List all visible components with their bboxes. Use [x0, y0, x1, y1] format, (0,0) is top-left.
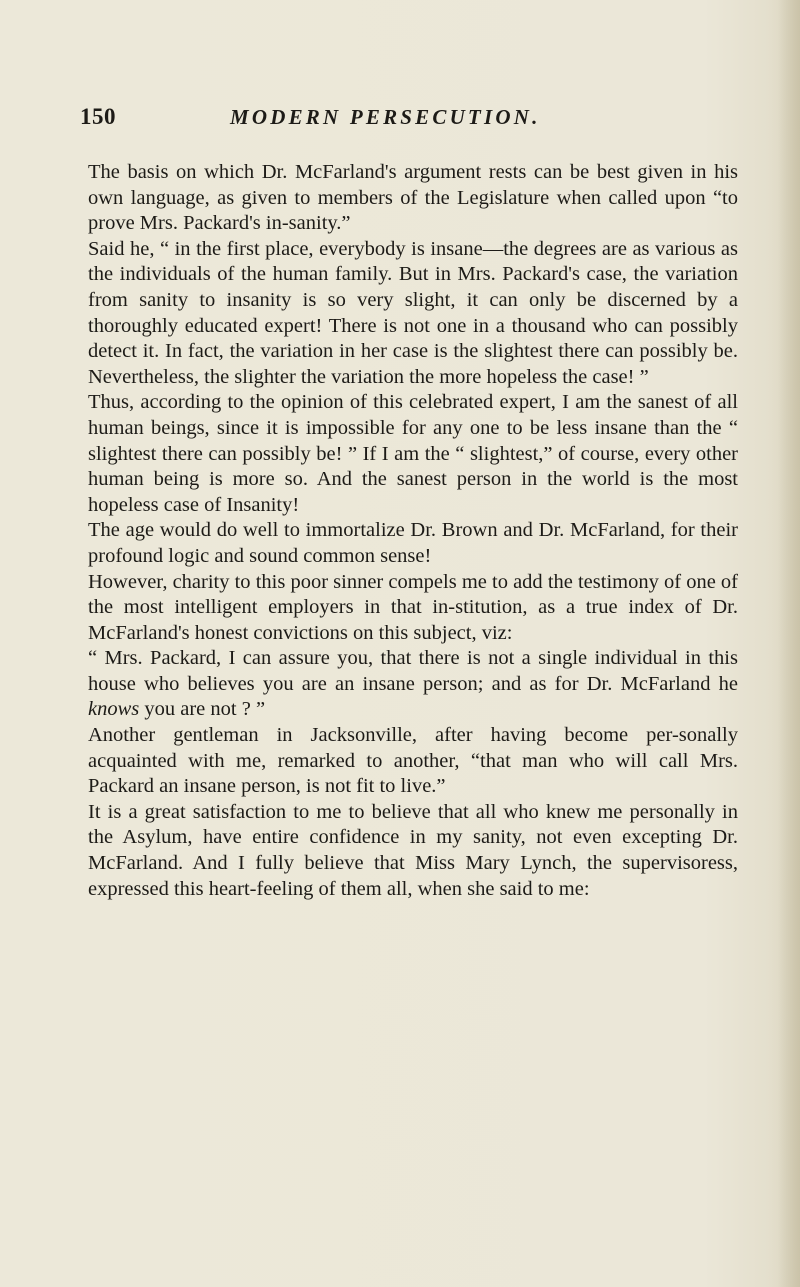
page-header — [80, 104, 740, 138]
paragraph-7: Another gentleman in Jacksonville, after having become per-sonally acquainted with me, remarked to another, “that man who will call Mrs. Packard an insane person, is not fit to live.” — [88, 724, 738, 798]
body-text — [88, 160, 738, 902]
paragraph-6-text: “ Mrs. Packard, I can assure you, that there is not a single individual in this house who believes you are an insane person; and as for Dr. McFarland he — [88, 647, 738, 695]
paragraph-5: However, charity to this poor sinner compels me to add the testimony of one of the most intelligent employers in that in-stitution, as a true index of Dr. McFarland's honest convictions on this subject, viz: — [88, 570, 738, 644]
running-title: MODERN PERSECUTION. — [230, 105, 541, 129]
paragraph-3: Thus, according to the opinion of this celebrated expert, I am the sanest of all human beings, since it is impossible for any one to be less insane than the “ slightest there can possibly be! ” If I am the “ slightest,” of course, every other human being is more so. And the sanest person in the world is the most hopeless case of Insanity! — [88, 391, 738, 516]
paragraph-4: The age would do well to immortalize Dr. Brown and Dr. McFarland, for their profound logic and sound common sense! — [88, 519, 738, 567]
page-edge-shadow — [778, 0, 800, 1287]
paragraph-8: It is a great satisfaction to me to believe that all who knew me personally in the Asylum, have entire confidence in my sanity, not even excepting Dr. McFarland. And I fully believe that Miss Mary Lynch, the supervisoress, expressed this heart-feeling of them all, when she said to me: — [88, 800, 738, 900]
page-number: 150 — [80, 104, 116, 129]
paragraph-1: The basis on which Dr. McFarland's argument rests can be best given in his own language, as given to members of the Legislature when called upon “to prove Mrs. Packard's in-sanity.” — [88, 161, 738, 235]
emphasis-knows: knows — [88, 698, 140, 721]
paragraph-6 — [88, 646, 738, 723]
paragraph-2: Said he, “ in the first place, everybody is insane—the degrees are as various as the individuals of the human family. But in Mrs. Packard's case, the variation from sanity to insanity is so very slight, it can only be discerned by a thoroughly educated expert! There is not one in a thousand who can possibly detect it. In fact, the variation in her case is the slightest there can possibly be. Nevertheless, the slighter the variation the more hopeless the case! ” — [88, 237, 738, 388]
paragraph-6-tail: you are not ? ” — [139, 698, 266, 721]
